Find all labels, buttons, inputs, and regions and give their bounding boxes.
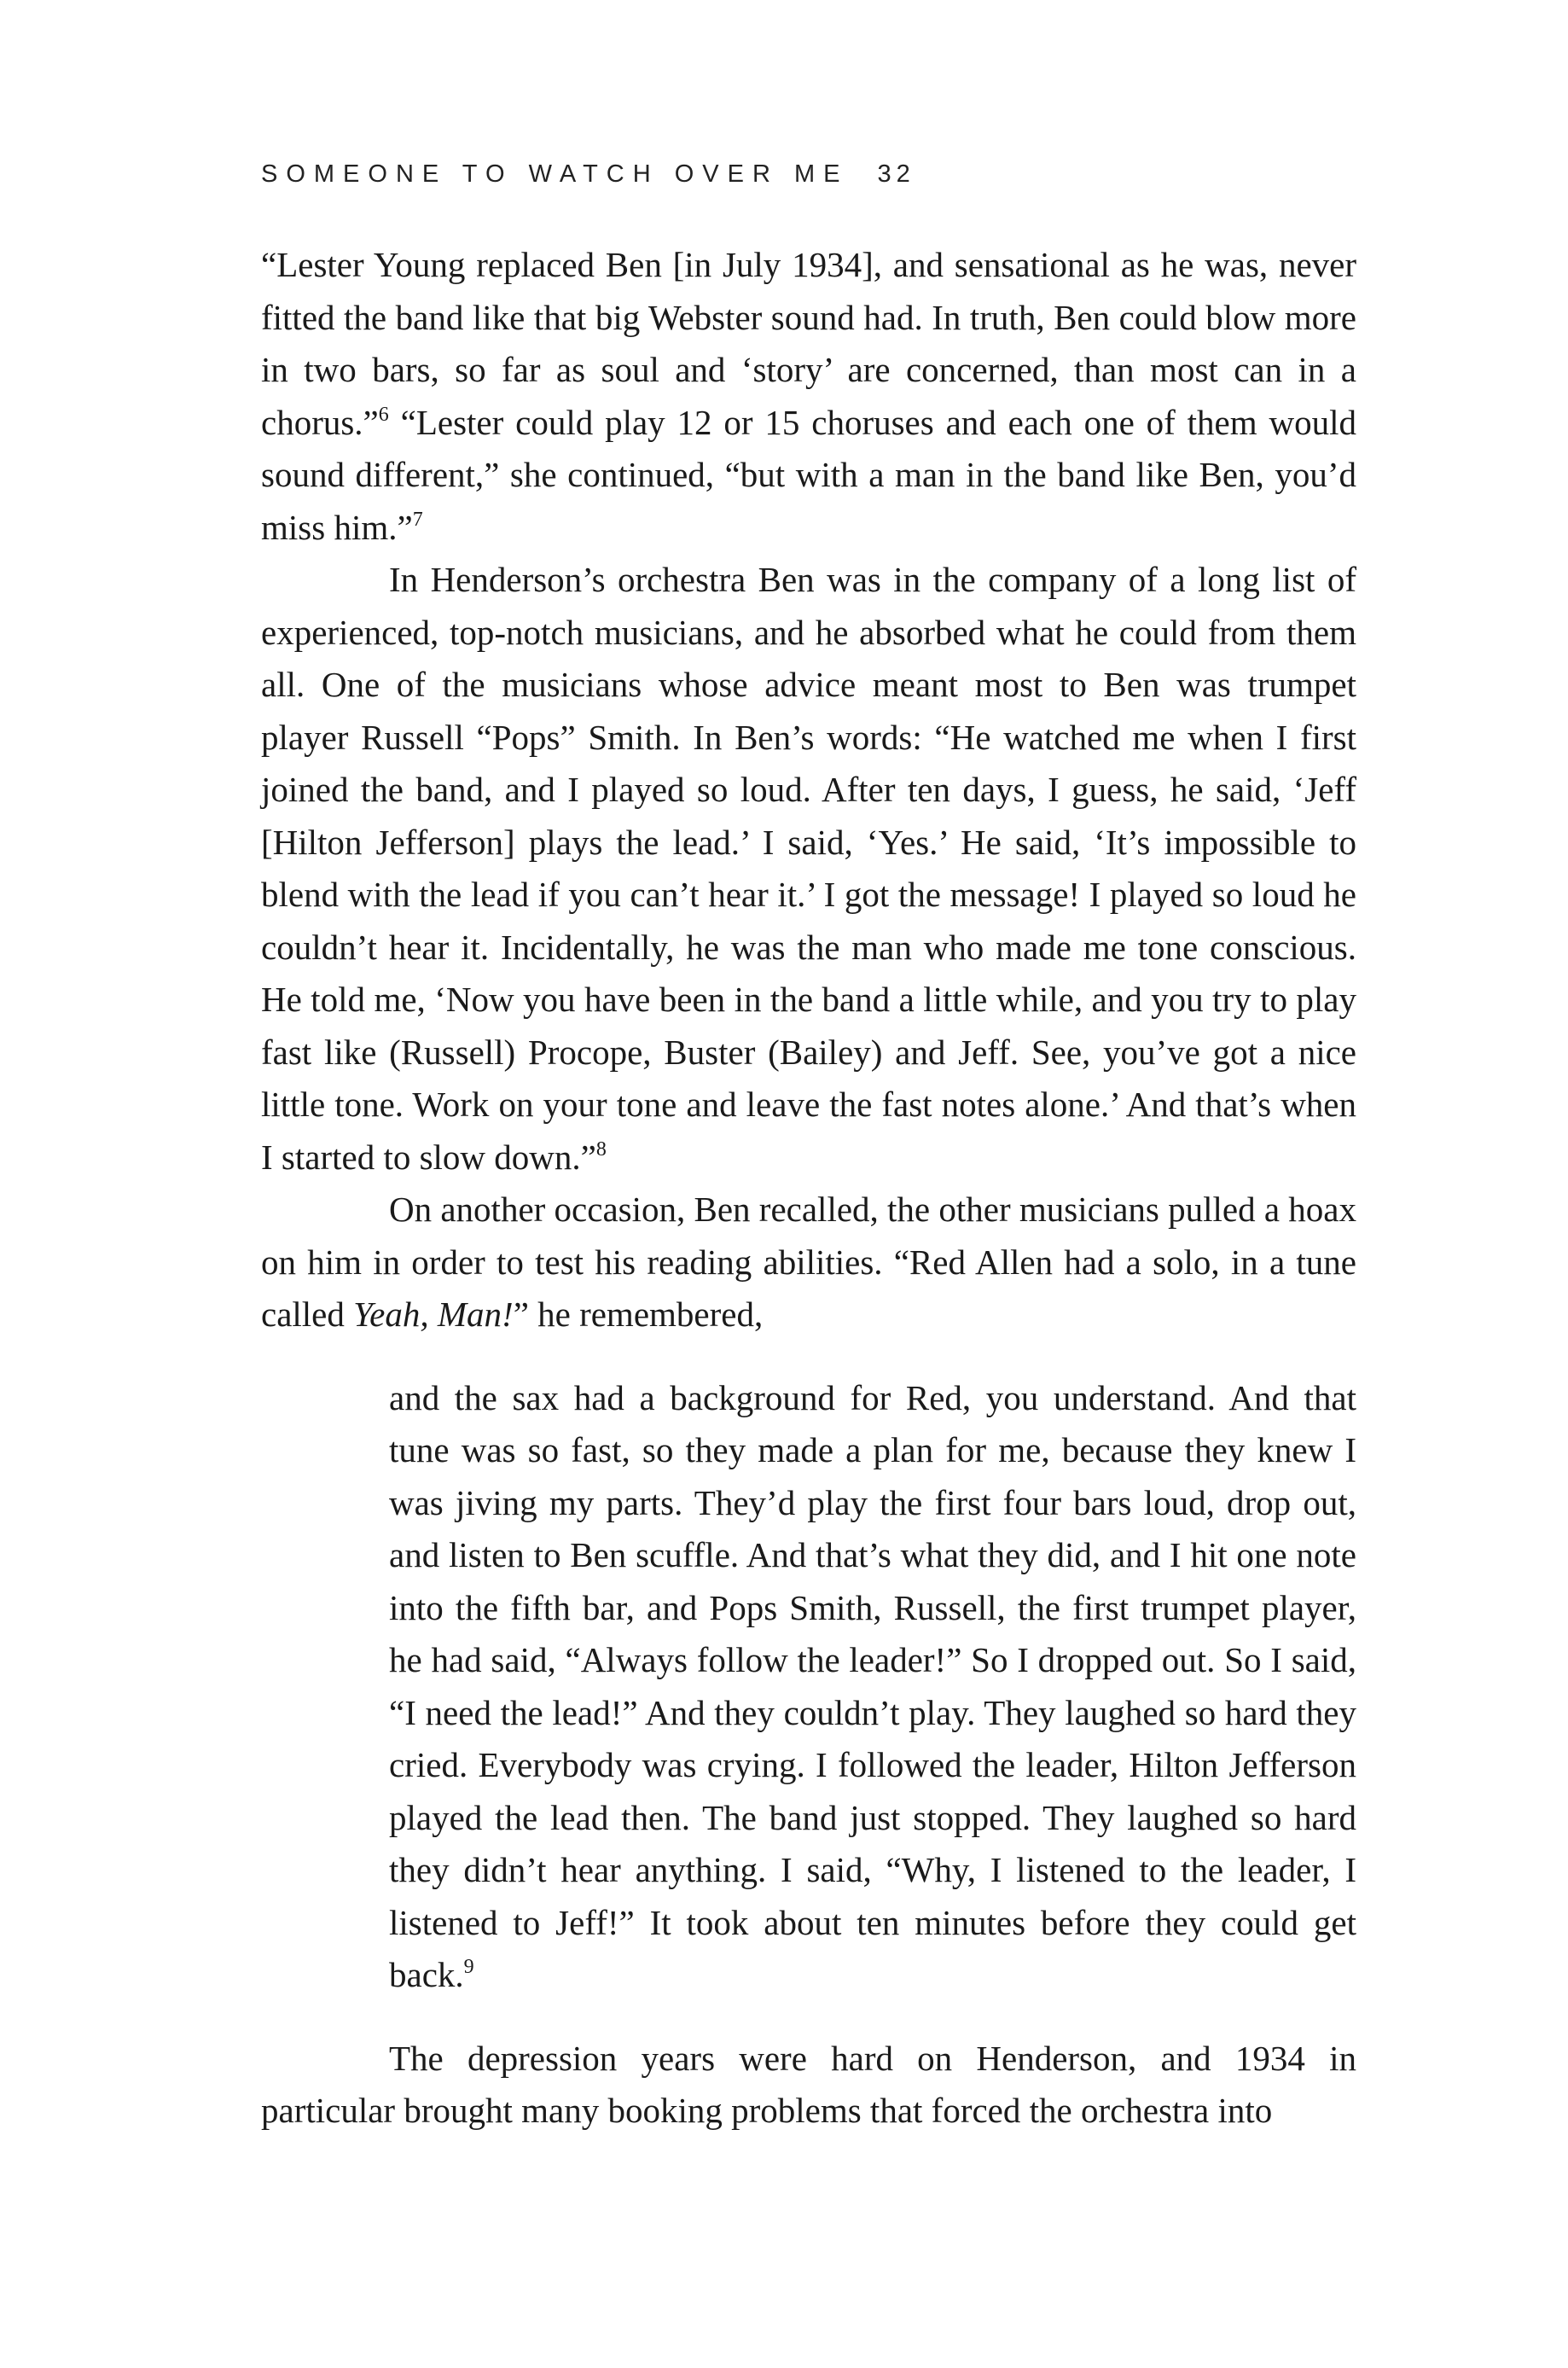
running-head-title: SOMEONE TO WATCH OVER ME [261,160,849,188]
paragraph-2 [261,554,1356,1184]
paragraph-1 [261,239,1356,554]
footnote-ref-6: 6 [378,403,389,426]
paragraph-1-text-b: “Lester could play 12 or 15 choruses and each one of them would sound different,” she continued, “but with a man in the band like Ben, you’d miss him.” [261,402,1356,547]
block-quote [389,1372,1356,2002]
page-number: 32 [877,160,915,188]
paragraph-3-text-a: On another occasion, Ben recalled, the other musicians pulled a hoax on him in order to test his reading abilities. “Red Allen had a solo, in a tune called [261,1190,1356,1334]
paragraph-3 [261,1184,1356,1341]
paragraph-1-text-a: “Lester Young replaced Ben [in July 1934], and sensational as he was, never fitted the band like that big Webster sound had. In truth, Ben could blow more in two bars, so far as soul and ‘story’ are concerned, than most can in a chorus.” [261,245,1356,442]
paragraph-4 [261,2033,1356,2138]
running-head [261,157,1370,191]
block-quote-text: and the sax had a background for Red, you understand. And that tune was so fast, so they made a plan for me, because they knew I was jiving my parts. They’d play the first four bars loud, drop out, and listen to Ben scuffle. And that’s what they did, and I hit one note into the fifth bar, and Pops Smith, Russell, the first trumpet player, he had said, “Always follow the leader!” So I dropped out. So I said, “I need the lead!” And they couldn’t play. They laughed so hard they cried. Everybody was crying. I followed the leader, Hilton Jefferson played the lead then. The band just stopped. They laughed so hard they didn’t hear anything. I said, “Why, I listened to the leader, I listened to Jeff!” It took about ten minutes before they could get back. [389,1377,1356,1994]
body-text [261,239,1356,2138]
footnote-ref-7: 7 [412,508,423,531]
footnote-ref-8: 8 [595,1137,607,1161]
footnote-ref-9: 9 [463,1956,474,1978]
paragraph-3-text-b: ” he remembered, [513,1295,764,1334]
paragraph-4-text: The depression years were hard on Henderson, and 1934 in particular brought many booking problems that forced the orchestra into [261,2038,1356,2130]
paragraph-2-text: In Henderson’s orchestra Ben was in the company of a long list of experienced, top-notch musicians, and he absorbed what he could from them all. One of the musicians whose advice meant most to Ben was trumpet player Russell “Pops” Smith. In Ben’s words: “He watched me when I first joined the band, and I played so loud. After ten days, I guess, he said, ‘Jeff [Hilton Jefferson] plays the lead.’ I said, ‘Yes.’ He said, ‘It’s impossible to blend with the lead if you can’t hear it.’ I got the message! I played so loud he couldn’t hear it. Incidentally, he was the man who made me tone conscious. He told me, ‘Now you have been in the band a little while, and you try to play fast like (Russell) Procope, Buster (Bailey) and Jeff. See, you’ve got a nice little tone. Work on your tone and leave the fast notes alone.’ And that’s when I started to slow down.” [261,560,1356,1177]
song-title: Yeah, Man! [353,1295,514,1334]
